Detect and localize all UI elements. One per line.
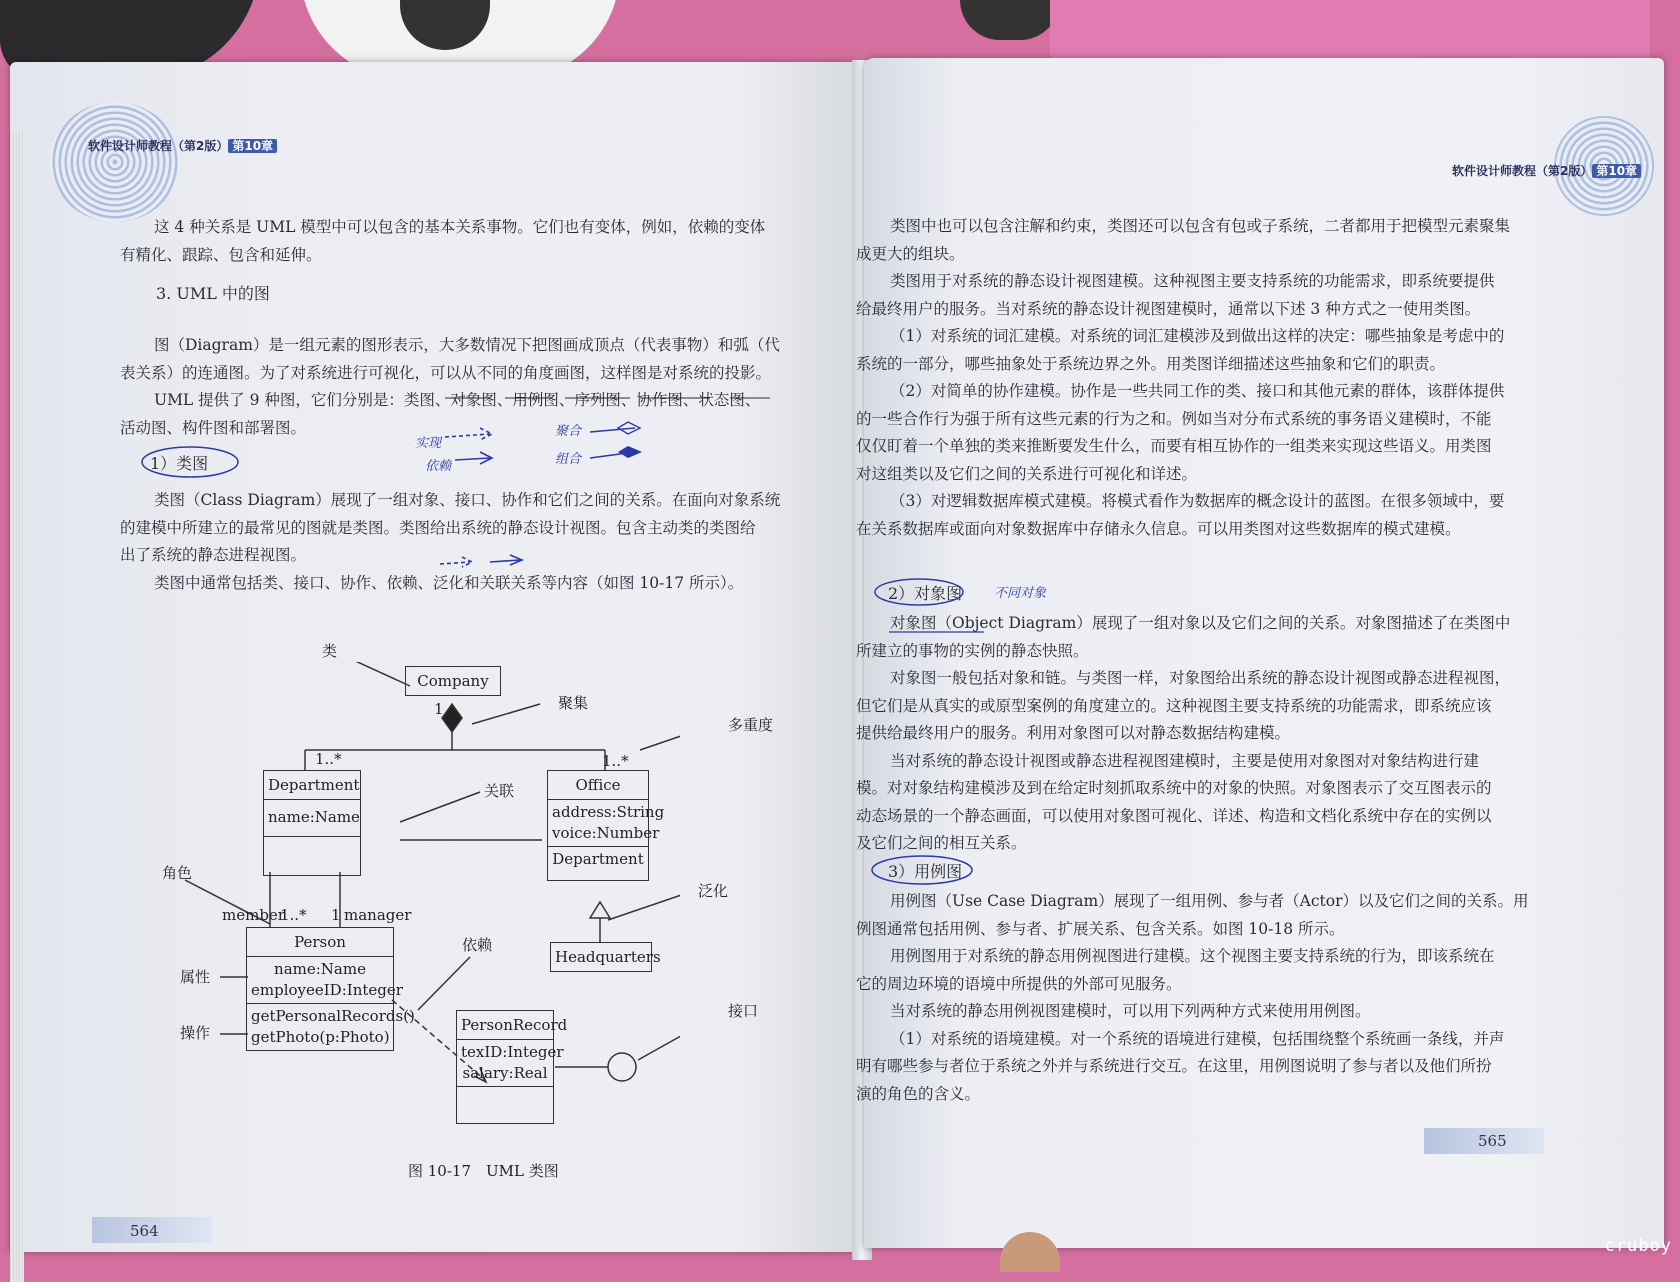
multiplicity-label: 1..* xyxy=(315,750,342,768)
handwritten-note: 聚合 xyxy=(555,424,582,439)
watermark: cruboy xyxy=(1604,1236,1672,1256)
multiplicity-label: 1..* xyxy=(280,906,307,924)
annotation-generalization: 泛化 xyxy=(698,882,729,900)
annotation-role: 角色 xyxy=(162,864,193,882)
left-paragraph-2: 图（Diagram）是一组元素的图形表示，大多数情况下把图画成顶点（代表事物）和弧（代 表关系）的连通图。为了对系统进行可视化，可以从不同的角度画图，这样图是对系统的投影。 UML 提供了 9 种图，它们分别是：类图、对象图、用例图、序列图、协作图、状态图、 活动图、构件图和部署图。 xyxy=(120,336,780,437)
multiplicity-label: 1 xyxy=(331,906,341,924)
chapter-tag: 第10章 xyxy=(228,139,277,153)
class-department: Department name:Name xyxy=(263,770,361,876)
handwritten-note: 不同对象 xyxy=(994,586,1047,601)
background-spot xyxy=(960,0,1060,40)
section-heading-uml-diagrams: 3. UML 中的图 xyxy=(156,284,270,303)
subheading-object-diagram: 2）对象图 xyxy=(888,584,963,603)
left-paragraph-4: 类图（Class Diagram）展现了一组对象、接口、协作和它们之间的关系。在面向对象系统 的建模中所建立的最常见的图就是类图。类图给出系统的静态设计视图。包含主动类的类图给 出了系统的静态进程视图。 类图中通常包括类、接口、协作、依赖、泛化和关联关系等内容（如图 10-17 所示）。 xyxy=(120,491,781,592)
role-label: manager xyxy=(344,906,412,924)
chapter-tag: 第10章 xyxy=(1592,164,1641,178)
annotation-association: 关联 xyxy=(484,782,515,800)
book-title: 软件设计师教程（第2版） xyxy=(88,139,229,153)
handwritten-note: 实现 xyxy=(415,436,442,451)
multiplicity-label: 1 xyxy=(434,700,444,718)
pen-marks xyxy=(10,62,862,662)
class-headquarters: Headquarters xyxy=(550,942,652,972)
role-label: member xyxy=(222,906,285,924)
handwritten-note: 依赖 xyxy=(425,459,452,474)
class-personrecord: PersonRecord texID:Integer salary:Real xyxy=(456,1010,554,1124)
annotation-interface: 接口 xyxy=(728,1002,759,1020)
left-paragraph-1: 这 4 种关系是 UML 模型中可以包含的基本关系事物。它们也有变体，例如，依赖的变体 有精化、跟踪、包含和延伸。 xyxy=(120,218,766,264)
annotation-dependency: 依赖 xyxy=(462,936,493,954)
handwritten-note: 组合 xyxy=(555,452,582,467)
uml-class-diagram xyxy=(160,642,774,1132)
multiplicity-label: 1..* xyxy=(602,752,629,770)
right-paragraph-9: 用例图（Use Case Diagram）展现了一组用例、参与者（Actor）以及它们之间的关系。用 例图通常包括用例、参与者、扩展关系、包含关系。如图 10-18 所示。 用例图用于对系统的静态用例视图进行建模。这个视图主要支持系统的行为，即该系统在 它的周边环境的语境中所提供的外部可见服务。 当对系统的静态用例视图建模时，可以用下列两种方式来使用用例图。 （1）对系统的语境建模。对一个系统的语境进行建模，包括围绕整个系统画一条线，并声 明有哪些参与者位于系统之外并与系统进行交互。在这里，用例图说明了参与者以及他们所扮 演的角色的含义。 xyxy=(856,892,1529,1103)
book-title: 软件设计师教程（第2版） xyxy=(1452,164,1593,178)
pen-marks xyxy=(864,58,1664,1248)
right-page xyxy=(856,58,1664,1248)
subheading-usecase-diagram: 3）用例图 xyxy=(888,862,963,881)
page-number: 564 xyxy=(130,1222,159,1240)
annotation-aggregation: 聚集 xyxy=(558,694,589,712)
class-company: Company xyxy=(405,666,501,696)
annotation-multiplicity: 多重度 xyxy=(728,716,774,734)
annotation-class: 类 xyxy=(322,642,338,660)
right-paragraph-6: 对象图（Object Diagram）展现了一组对象以及它们之间的关系。对象图描述了在类图中 所建立的事物的实例的静态快照。 对象图一般包括对象和链。与类图一样，对象图给出系统的静态设计视图或静态进程视图， 但它们是从真实的或原型案例的角度建立的。这种视图主要支持系统的功能需求，即系统应该 提供给最终用户的服务。利用对象图可以对静态数据结构建模。 当对系统的静态设计视图或静态进程视图建模时，主要是使用对象图对对象结构进行建 模。对对象结构建模涉及到在给定时刻抓取系统中的对象的快照。对象图表示了交互图表示的 动态场景的一个静态画面，可以使用对象图可视化、详述、构造和文档化系统中存在的实例以 及它们之间的相互关系。 xyxy=(856,614,1511,852)
subheading-class-diagram: 1）类图 xyxy=(150,454,209,473)
right-paragraph-1: 类图中也可以包含注解和约束，类图还可以包含有包或子系统，二者都用于把模型元素聚集 成更大的组块。 类图用于对系统的静态设计视图建模。这种视图主要支持系统的功能需求，即系统要提供 给最终用户的服务。当对系统的静态设计视图建模时，通常以下述 3 种方式之一使用类图。 （1）对系统的词汇建模。对系统的词汇建模涉及到做出这样的决定：哪些抽象是考虑中的 系统的一部分，哪些抽象处于系统边界之外。用类图详细描述这些抽象和它们的职责。 （2）对简单的协作建模。协作是一些共同工作的类、接口和其他元素的群体，该群体提供 的一些合作行为强于所有这些元素的行为之和。例如当对分布式系统的事务语义建模时，不能 仅仅盯着一个单独的类来推断要发生什么，而要有相互协作的一组类来实现这些语义。用类图 对这组类以及它们之间的关系进行可视化和详述。 （3）对逻辑数据库模式建模。将模式看作为数据库的概念设计的蓝图。在很多领域中，要 在关系数据库或面向对象数据库中存储永久信息。可以用类图对这些数据库的模式建模。 xyxy=(856,217,1511,538)
diagram-connectors xyxy=(160,662,680,1132)
figure-caption: 图 10-17 UML 类图 xyxy=(408,1162,559,1180)
left-page xyxy=(10,62,862,1252)
annotation-operation: 操作 xyxy=(180,1024,211,1042)
annotation-attribute: 属性 xyxy=(180,968,211,986)
class-office: Office address:String voice:Number Department xyxy=(547,770,649,881)
page-number: 565 xyxy=(1478,1132,1507,1150)
class-person: Person name:Name employeeID:Integer getPersonalRecords() getPhoto(p:Photo) xyxy=(246,927,394,1051)
